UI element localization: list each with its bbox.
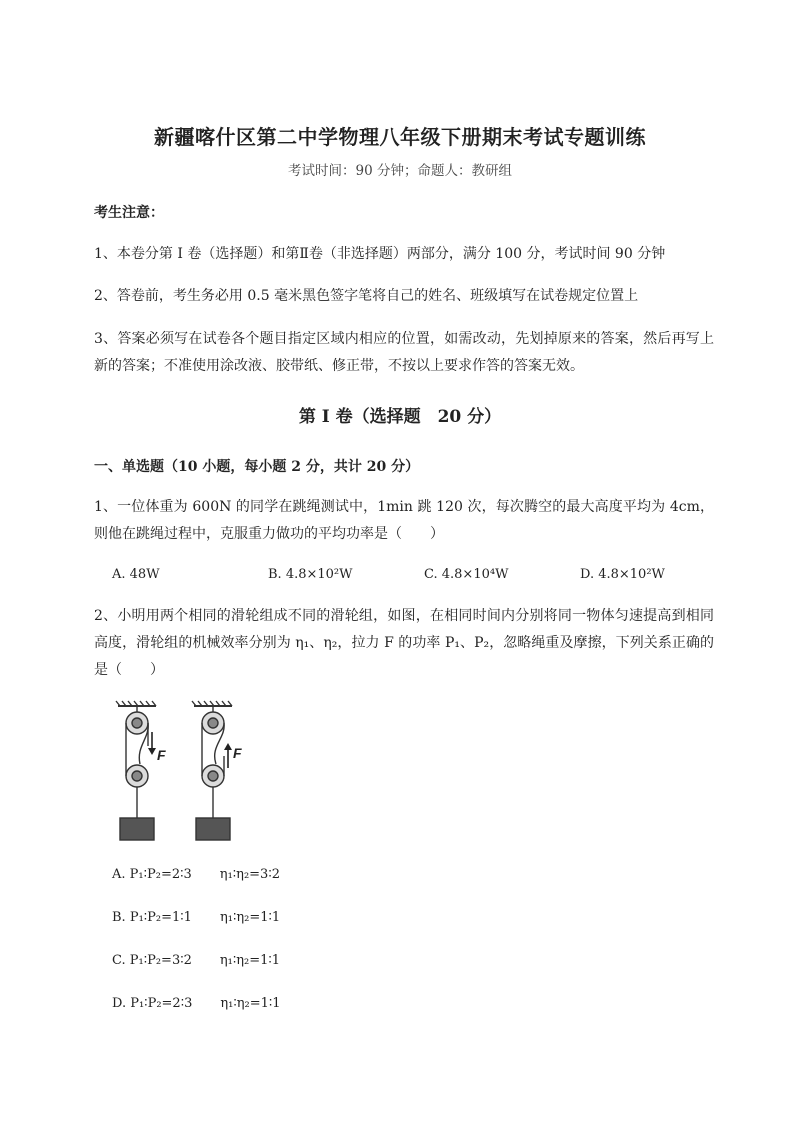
question-1-option-b[interactable]: B. 4.8×10²W — [268, 567, 353, 582]
note-item-1: 1、本卷分第 I 卷（选择题）和第Ⅱ卷（非选择题）两部分，满分 100 分，考试时间 90 分钟 — [94, 246, 666, 262]
section-title: 第 I 卷（选择题 20 分） — [298, 407, 502, 427]
pulley-system-1 — [116, 701, 156, 840]
question-2-option-b[interactable] — [112, 910, 280, 925]
question-1-option-c[interactable]: C. 4.8×10⁴W — [424, 567, 509, 582]
force-arrow-up — [224, 743, 232, 768]
force-label-1: F — [157, 747, 166, 763]
pulley-system-2 — [192, 701, 232, 840]
option-b-efficiency: η₁∶η₂=1∶1 — [219, 910, 281, 925]
part-heading: 一、单选题（10 小题，每小题 2 分，共计 20 分） — [94, 459, 420, 475]
page-title: 新疆喀什区第二中学物理八年级下册期末考试专题训练 — [154, 125, 646, 149]
note-item-2: 2、答卷前，考生务必用 0.5 毫米黑色签字笔将自己的姓名、班级填写在试卷规定位置上 — [94, 288, 639, 304]
notes-heading: 考生注意： — [94, 205, 164, 221]
question-1-option-a[interactable]: A. 48W — [112, 567, 160, 582]
question-1-stem: 1、一位体重为 600N 的同学在跳绳测试中，1min 跳 120 次，每次腾空的最大高度平均为 4cm，则他在跳绳过程中，克服重力做功的平均功率是（ ） — [94, 499, 714, 542]
option-d-efficiency: η₁∶η₂=1∶1 — [220, 996, 281, 1011]
question-2-option-a[interactable] — [112, 867, 280, 882]
question-2-option-d[interactable] — [112, 996, 281, 1011]
question-2-stem: 2、小明用两个相同的滑轮组成不同的滑轮组，如图，在相同时间内分别将同一物体匀速提高到相同高度，滑轮组的机械效率分别为 η₁、η₂，拉力 F 的功率 P₁、P₂，忽略绳重及摩擦，下列关系正确的是（ ） — [94, 608, 714, 678]
force-arrow-down — [148, 732, 156, 755]
option-a-power: A. P₁∶P₂=2∶3 — [112, 867, 192, 882]
option-a-efficiency: η₁∶η₂=3∶2 — [219, 867, 280, 882]
exam-info: 考试时间：90 分钟；命题人：教研组 — [288, 163, 512, 179]
option-b-power: B. P₁∶P₂=1∶1 — [112, 910, 192, 925]
option-c-efficiency: η₁∶η₂=1∶1 — [219, 953, 281, 968]
force-label-2: F — [233, 745, 242, 761]
pulley-figure — [110, 698, 270, 848]
option-c-power: C. P₁∶P₂=3∶2 — [112, 953, 192, 968]
question-2-option-c[interactable] — [112, 953, 280, 968]
note-item-3: 3、答案必须写在试卷各个题目指定区域内相应的位置，如需改动，先划掉原来的答案，然后再写上新的答案；不准使用涂改液、胶带纸、修正带，不按以上要求作答的答案无效。 — [94, 331, 714, 374]
option-d-power: D. P₁∶P₂=2∶3 — [112, 996, 193, 1011]
question-1-option-d[interactable]: D. 4.8×10²W — [580, 567, 665, 582]
